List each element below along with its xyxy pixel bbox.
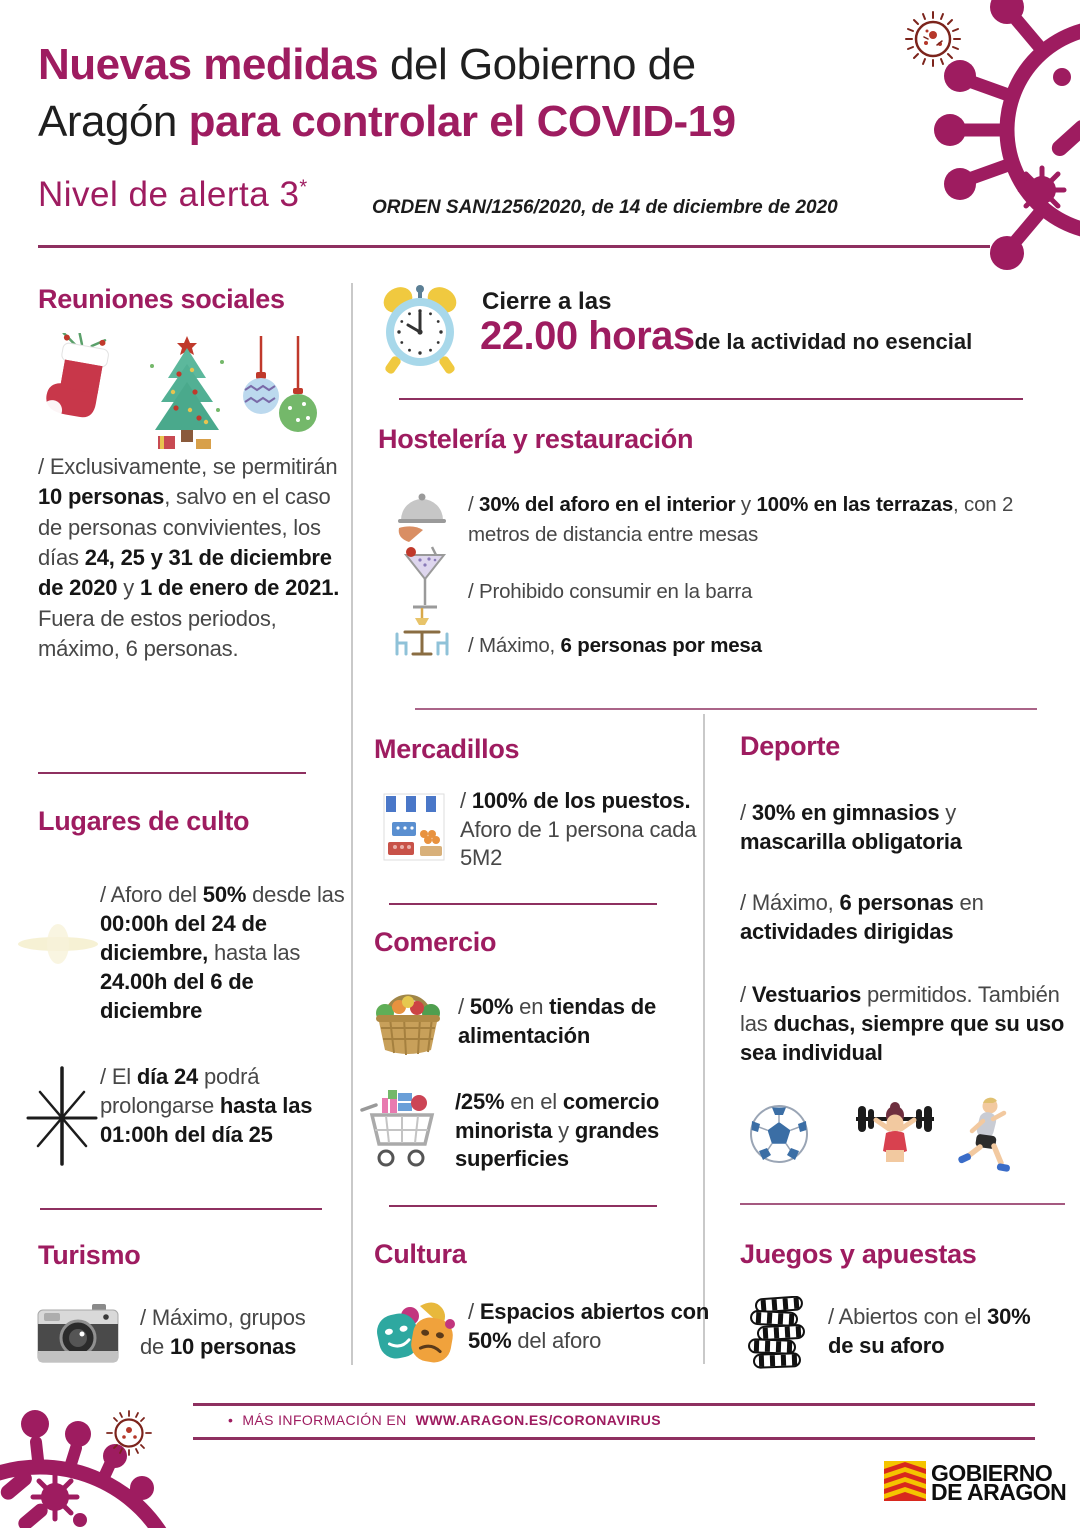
page-title-line1: Nuevas medidas del Gobierno de [38, 40, 696, 89]
page-title [38, 36, 878, 150]
cultura-bullet-1: / Espacios abiertos con 50% del aforo [468, 1299, 710, 1353]
comercio-bullet-1: / 50% en tiendas de alimentación [458, 994, 656, 1048]
section-title-mercadillos: Mercadillos [374, 734, 520, 764]
serving-cloche-icon [393, 486, 451, 546]
christmas-stocking-icon [40, 333, 124, 447]
shopping-cart-icon [358, 1090, 446, 1174]
gobierno-aragon-logo [931, 1460, 1067, 1506]
divider-comercio [389, 1205, 657, 1207]
logo-line2: DE ARAGON [931, 1479, 1067, 1506]
section-title-culto: Lugares de culto [38, 806, 250, 836]
comercio-bullet-2: /25% en el comercio minorista y grandes superficies [455, 1089, 660, 1172]
divider-culto-turismo [40, 1208, 322, 1210]
christmas-tree-icon [146, 334, 228, 452]
hosteleria-bullet-2: / Prohibido consumir en la barra [468, 580, 753, 603]
theater-masks-icon [374, 1294, 460, 1368]
header-divider [38, 245, 990, 248]
section-title-reuniones: Reuniones sociales [38, 284, 285, 314]
section-title-cultura: Cultura [374, 1239, 467, 1269]
footer-divider-top [193, 1403, 1035, 1406]
divider-curfew [399, 398, 1023, 400]
deporte-bullet-2: / Máximo, 6 personas en actividades dirigidas [740, 890, 984, 945]
logo-line1: GOBIERNO [931, 1460, 1053, 1486]
mercadillos-bullet-1: / 100% de los puestos. Aforo de 1 persona cada 5M2 [460, 788, 697, 871]
soccer-ball-icon [748, 1103, 810, 1165]
culto-bullet-1: / Aforo del 50% desde las 00:00h del 24 de diciembre, hasta las 24.00h del 6 de diciembre [100, 882, 345, 1024]
poker-chips-icon [744, 1296, 816, 1372]
alert-asterisk: * [299, 176, 308, 199]
runner-icon [950, 1095, 1020, 1177]
turismo-bullet-1: / Máximo, grupos de 10 personas [140, 1305, 306, 1360]
footer-info-prefix: MÁS INFORMACIÓN EN [242, 1412, 407, 1428]
deporte-bullet-3: / Vestuarios permitidos. También las duchas, siempre que su uso sea individual [740, 982, 1065, 1066]
curfew-line2 [480, 314, 972, 359]
vertical-divider-right [703, 714, 705, 1364]
culto-bullet-2: / El día 24 podrá prolongarse hasta las 01:00h del día 25 [100, 1064, 313, 1148]
footer-info [228, 1412, 661, 1428]
footer-info-url: WWW.ARAGON.ES/CORONAVIRUS [415, 1412, 662, 1428]
divider-reuniones-culto [38, 772, 306, 774]
reuniones-body: / Exclusivamente, se permitirán 10 personas, salvo en el caso de personas convivientes, los días 24, 25 y 31 de diciembre de 2020 y 1 de enero de 2021. Fuera de estos periodos, máximo, 6 personas. [38, 454, 340, 662]
alert-level: Nivel de alerta 3* [38, 175, 308, 214]
page-title-line2: Aragón para controlar el COVID-19 [38, 97, 736, 147]
section-title-turismo: Turismo [38, 1240, 141, 1270]
alarm-clock-icon [372, 280, 468, 378]
grocery-basket-icon [370, 983, 446, 1057]
curfew-time: 22.00 horas [480, 314, 695, 358]
section-title-deporte: Deporte [740, 731, 840, 761]
sparkle-icon [16, 908, 100, 978]
weightlifting-icon [850, 1093, 940, 1179]
virus-icon-small-top [902, 8, 964, 70]
section-title-comercio: Comercio [374, 927, 497, 957]
juegos-bullet-1: / Abiertos con el 30% de su aforo [828, 1304, 1031, 1358]
table-and-chairs-icon [390, 606, 454, 674]
divider-hosteleria [415, 708, 1037, 710]
virus-icon-small-bottom [103, 1407, 155, 1459]
vertical-divider-left [351, 283, 353, 1365]
section-title-hosteleria: Hostelería y restauración [378, 424, 694, 454]
order-reference: ORDEN SAN/1256/2020, de 14 de diciembre de 2020 [372, 197, 838, 218]
footer-divider-bottom [193, 1437, 1035, 1440]
section-title-juegos: Juegos y apuestas [740, 1239, 977, 1269]
aragon-flag-icon [884, 1461, 926, 1501]
deporte-bullet-1: / 30% en gimnasios y mascarilla obligatoria [740, 800, 962, 855]
market-stall-icon [382, 792, 446, 864]
ornaments-icon [240, 336, 322, 442]
curfew-rest: de la actividad no esencial [694, 329, 973, 354]
hosteleria-bullet-1: / 30% del aforo en el interior y 100% en las terrazas, con 2 metros de distancia entre mesas [468, 493, 1014, 546]
hosteleria-bullet-3: / Máximo, 6 personas por mesa [468, 634, 762, 657]
footer-bullet: • [228, 1412, 234, 1428]
divider-mercadillos [389, 903, 657, 905]
camera-icon [36, 1300, 120, 1366]
bethlehem-star-icon [22, 1066, 102, 1166]
curfew-line1: Cierre a las [482, 288, 612, 315]
divider-deporte [740, 1203, 1065, 1205]
